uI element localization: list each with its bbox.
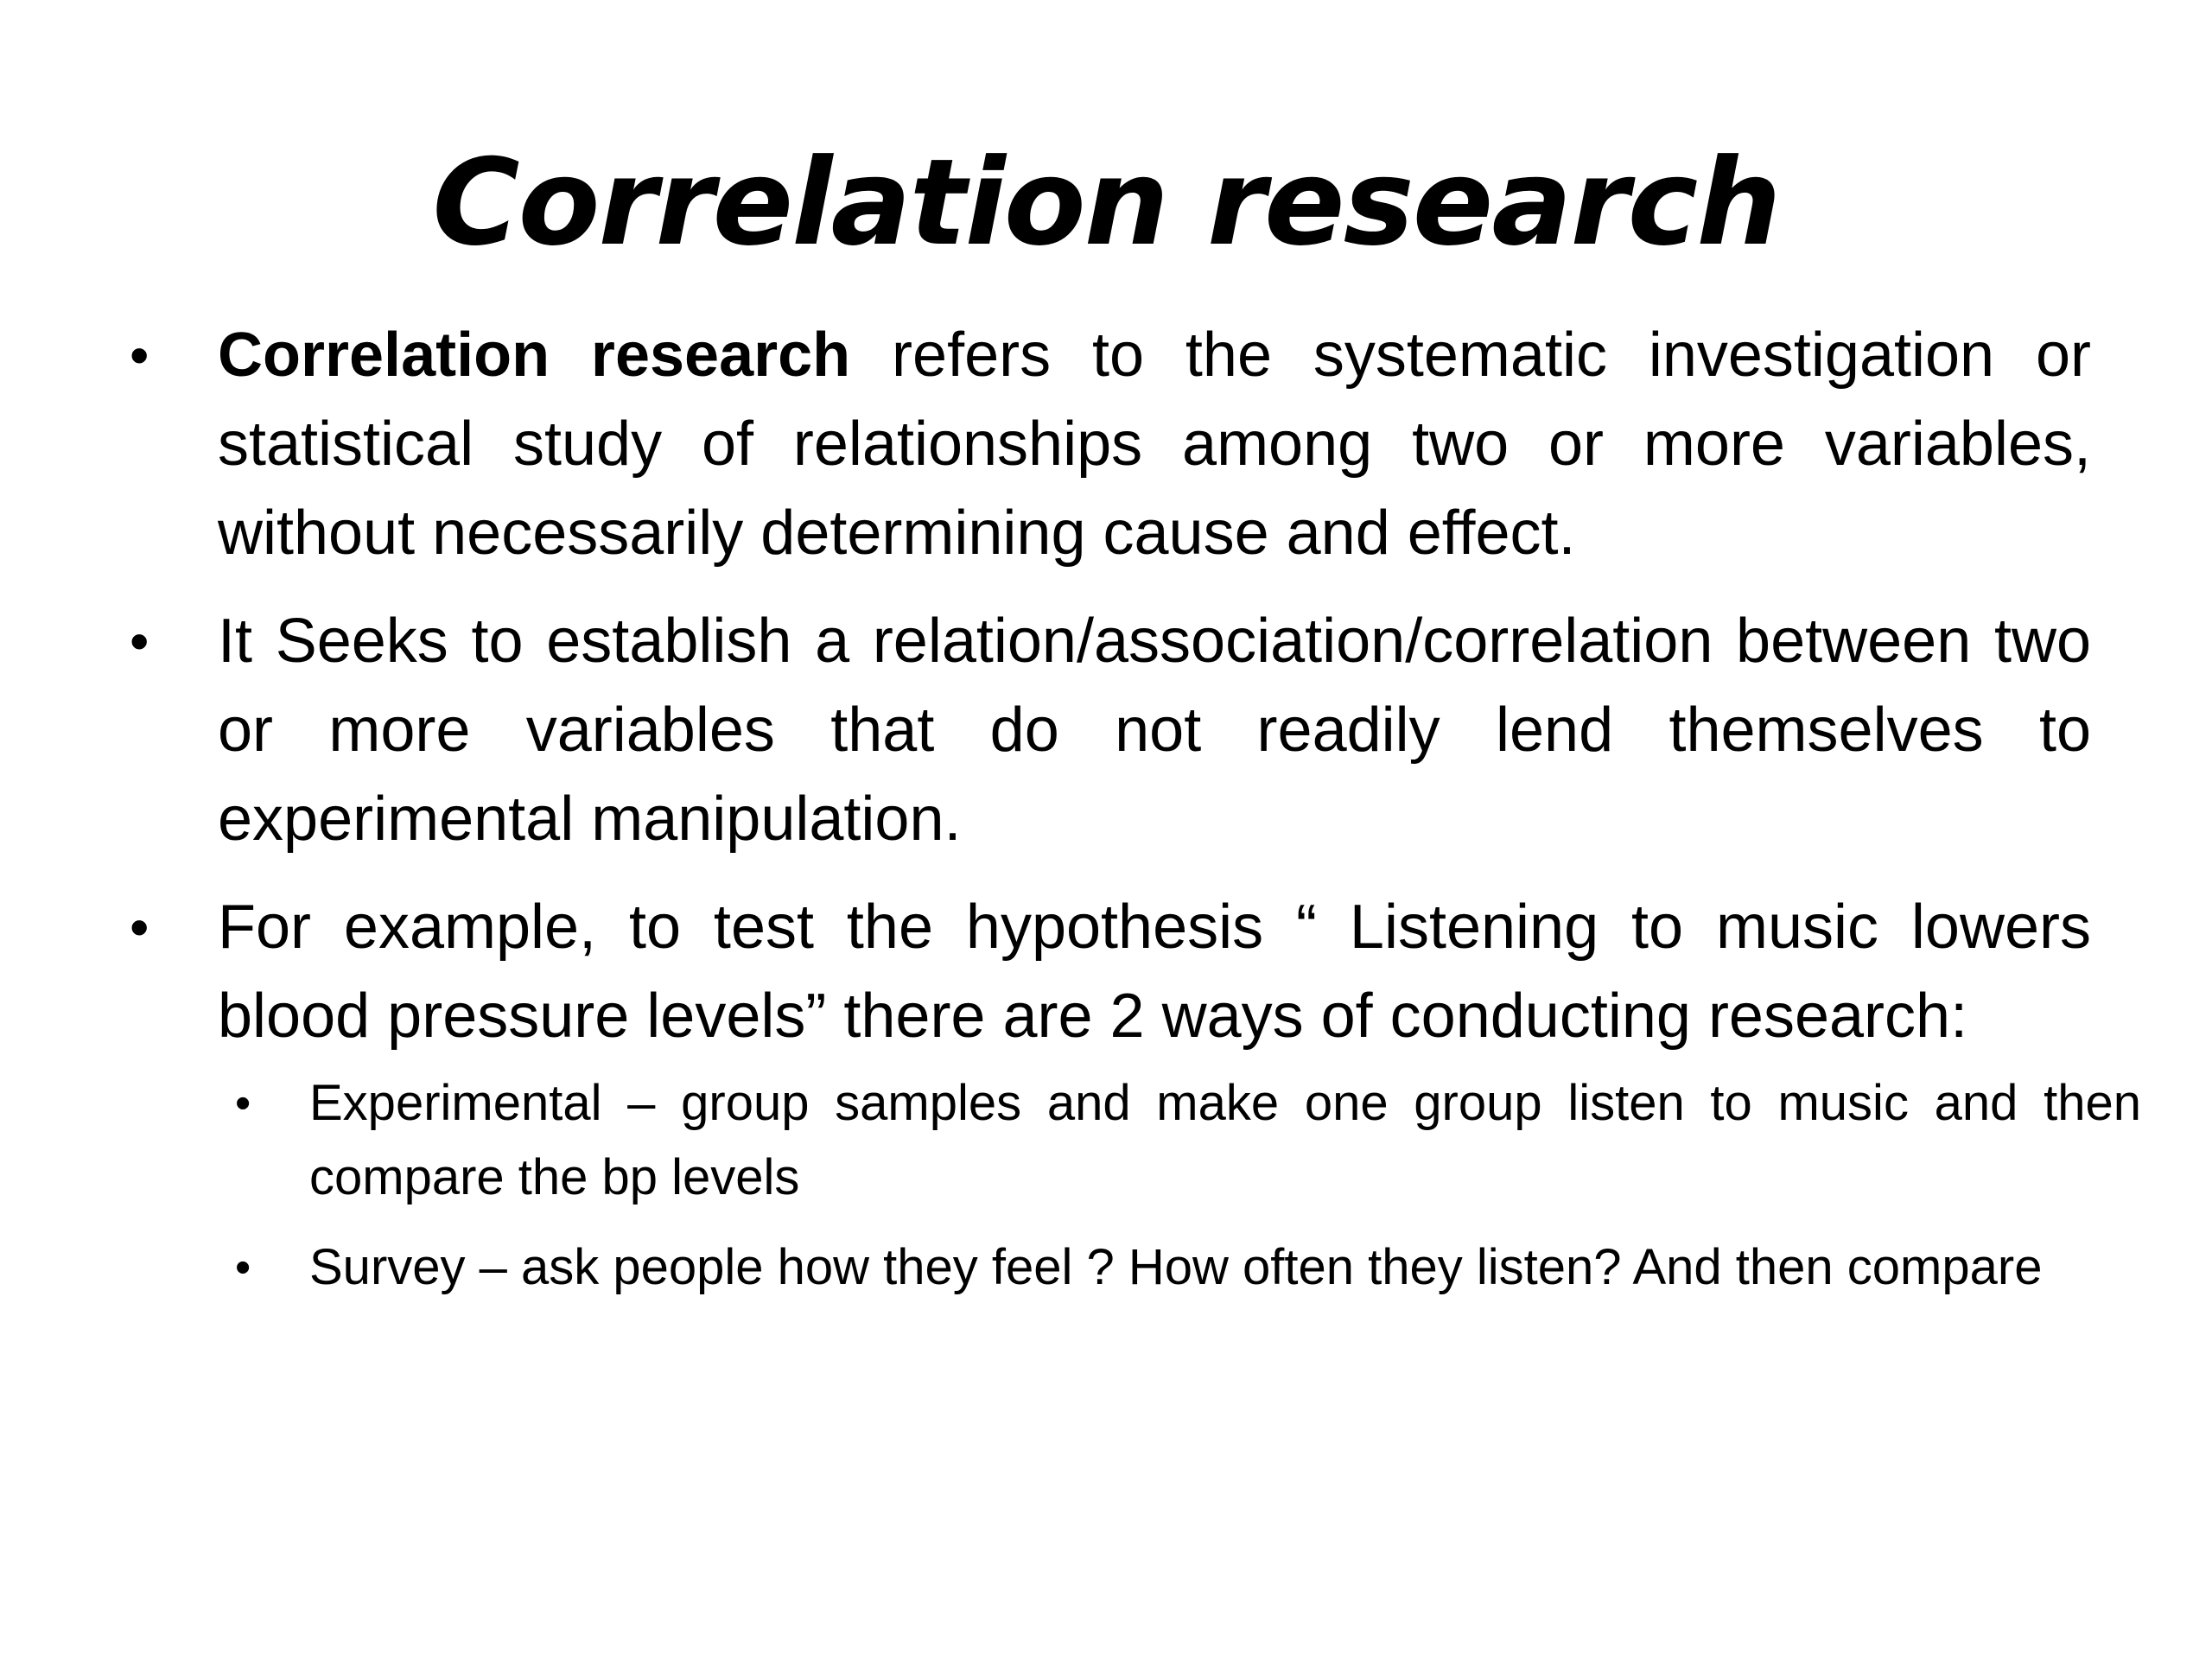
- sub-bullet-experimental: [130, 1066, 2177, 1215]
- sub-bullet-icon: •: [235, 1078, 251, 1128]
- sub-bullet-survey: [130, 1230, 2177, 1305]
- bullet-icon: •: [130, 896, 149, 958]
- sub-bullet-icon: •: [235, 1243, 251, 1293]
- bullet-icon: •: [130, 324, 149, 386]
- bullet-item-example: [130, 883, 2141, 1305]
- bullet-text: It Seeks to establish a relation/association/correlation between two or more variables that do not readily lend themselves to experimental manipulation.: [218, 607, 2091, 854]
- bold-term: Correlation research: [218, 321, 851, 390]
- bullet-text: For example, to test the hypothesis “ Listening to music lowers blood pressure levels” there are 2 ways of conducting research:: [218, 893, 2091, 1051]
- slide-title: Correlation research: [432, 133, 1780, 272]
- sub-bullet-text: Survey – ask people how they feel ? How often they listen? And then compare: [309, 1239, 2043, 1295]
- bullet-text: refers to the systematic investigation or statistical study of relationships among two or more variables, without necessarily determining cause and effect.: [218, 321, 2091, 568]
- bullet-item-purpose: [130, 597, 2091, 864]
- sub-bullet-text: Experimental – group samples and make one group listen to music and then compare the bp levels: [309, 1075, 2141, 1205]
- bullet-item-definition: [130, 311, 2091, 578]
- bullet-icon: •: [130, 610, 149, 672]
- bullet-list: [130, 311, 2141, 1324]
- sub-bullet-list: [130, 1066, 2177, 1305]
